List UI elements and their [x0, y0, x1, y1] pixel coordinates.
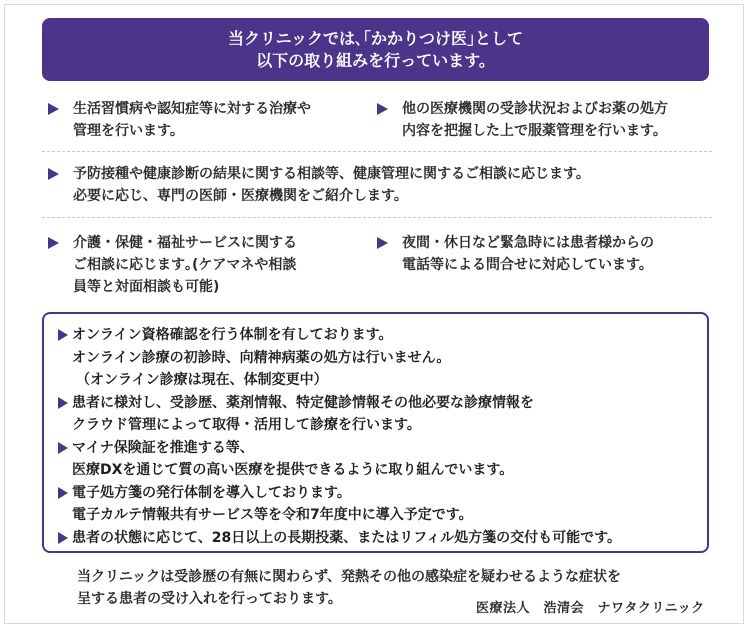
footer-line-2: 呈する患者の受け入れを行っております。	[77, 591, 342, 607]
box-item	[58, 392, 707, 437]
box-item	[58, 527, 707, 550]
box-text-line: オンライン診療の初診時、向精神病薬の処方は行いません。	[72, 349, 451, 366]
item-text-line: 夜間・休日など緊急時には患者様からの	[402, 235, 654, 251]
item-text-line: 電話等による問合せに対応しています。	[402, 257, 653, 273]
list-item	[48, 163, 590, 207]
triangle-bullet-icon	[48, 103, 59, 115]
dx-info-box	[42, 312, 709, 553]
footer-line-1: 当クリニックは受診歴の有無に関わらず、発熱その他の感染症を疑わせるような症状を	[77, 569, 622, 585]
triangle-bullet-icon	[58, 487, 68, 499]
item-text-line: 介護・保健・福祉サービスに関する	[73, 235, 297, 251]
list-item	[377, 98, 668, 142]
header-line-2: 以下の取り組みを行っています。	[256, 50, 495, 70]
box-text-line: 患者の状態に応じて、28日以上の長期投薬、またはリフィル処方箋の交付も可能です。	[72, 529, 621, 546]
box-item	[58, 324, 707, 392]
divider	[42, 217, 712, 218]
triangle-bullet-icon	[58, 442, 68, 454]
triangle-bullet-icon	[48, 237, 59, 249]
item-text-line: 管理を行います。	[73, 123, 184, 139]
item-text-line: 生活習慣病や認知症等に対する治療や	[73, 101, 311, 117]
item-text-line: 員等と対面相談も可能)	[73, 279, 220, 295]
triangle-bullet-icon	[48, 168, 59, 180]
item-text-line: 予防接種や健康診断の結果に関する相談等、健康管理に関するご相談に応じます。	[73, 166, 590, 182]
item-text-line: ご相談に応じます｡(ケアマネや相談	[73, 257, 297, 273]
triangle-bullet-icon	[58, 329, 68, 341]
header-banner	[42, 18, 709, 81]
triangle-bullet-icon	[377, 103, 388, 115]
divider	[42, 151, 712, 152]
box-text-line: 電子処方箋の発行体制を導入しております。	[72, 484, 351, 501]
box-item	[58, 437, 707, 482]
triangle-bullet-icon	[377, 237, 388, 249]
box-text-line: （オンライン診療は現在、体制変更中）	[76, 372, 328, 388]
list-item	[48, 98, 311, 142]
box-text-line: オンライン資格確認を行う体制を有しております。	[72, 327, 393, 343]
triangle-bullet-icon	[58, 397, 68, 409]
triangle-bullet-icon	[58, 532, 68, 544]
box-text-line: マイナ保険証を推進する等、	[72, 439, 254, 456]
clinic-name: 医療法人 浩清会 ナワタクリニック	[476, 601, 705, 616]
item-text-line: 内容を把握した上で服薬管理を行います。	[402, 123, 667, 139]
item-text-line: 必要に応じ、専門の医師・医療機関をご紹介します。	[73, 188, 408, 204]
box-item	[58, 482, 707, 527]
list-item	[377, 232, 654, 276]
box-text-line: 患者に様対し、受診歴、薬剤情報、特定健診情報その他必要な診療情報を	[72, 394, 534, 411]
header-line-1: 当クリニックでは､｢かかりつけ医｣として	[227, 28, 524, 48]
box-text-line: 医療DXを通じて質の高い医療を提供できるように取り組んでいます。	[72, 462, 514, 478]
item-text-line: 他の医療機関の受診状況およびお薬の処方	[402, 101, 668, 117]
box-text-line: 電子カルテ情報共有サービス等を令和7年度中に導入予定です。	[72, 507, 473, 523]
list-item	[48, 232, 297, 298]
box-text-line: クラウド管理によって取得・活用して診療を行います。	[72, 417, 421, 433]
